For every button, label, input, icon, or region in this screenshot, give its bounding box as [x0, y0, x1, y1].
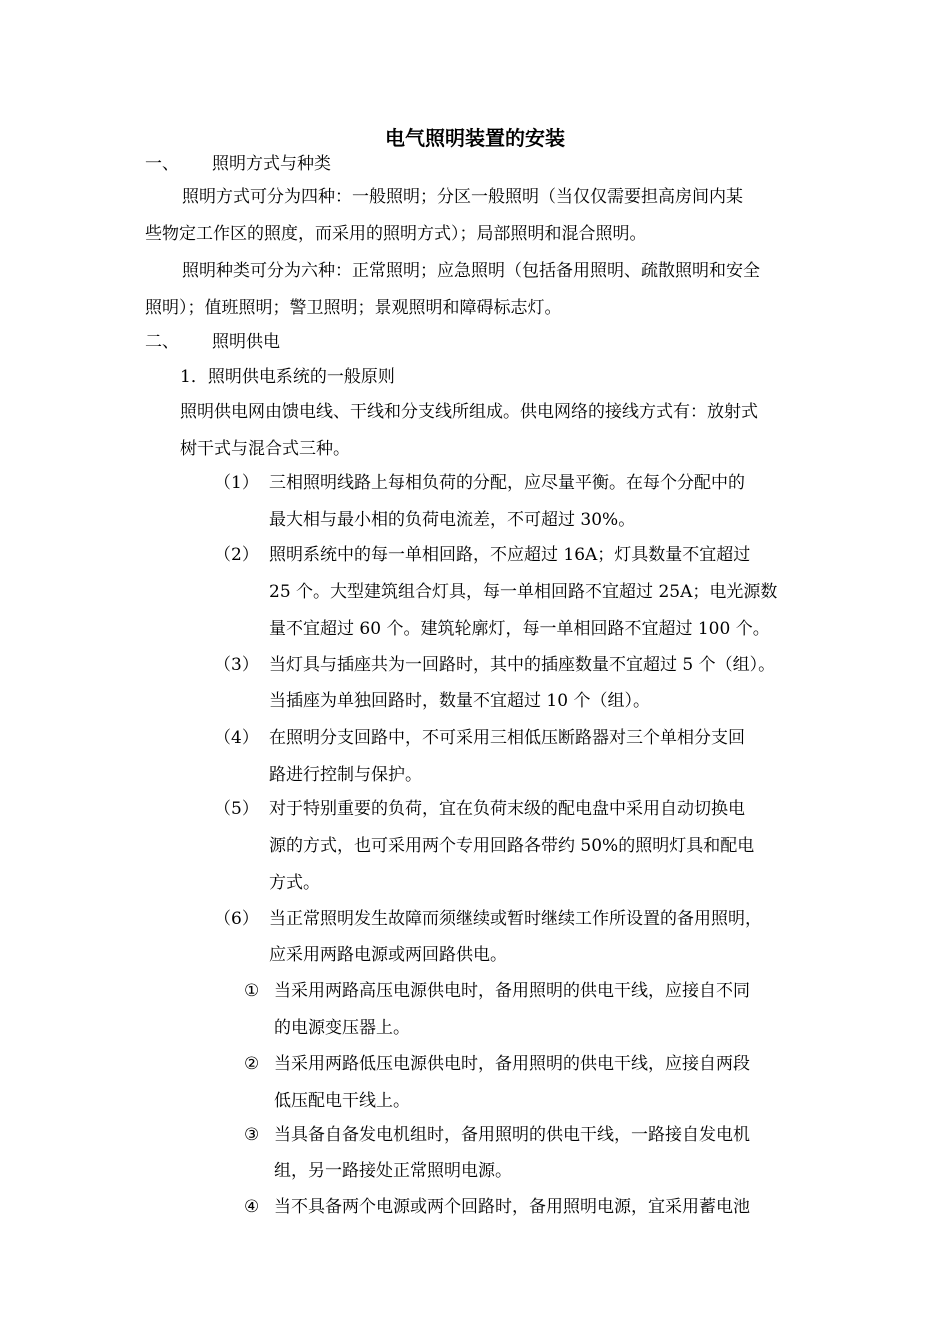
list-item-number: （1） — [214, 473, 259, 493]
list-item-line: 当正常照明发生故障而须继续或暂时继续工作所设置的备用照明， — [269, 909, 762, 929]
paragraph-lighting-methods-line-1: 照明方式可分为四种：一般照明；分区一般照明（当仅仅需要担高房间内某 — [182, 187, 743, 207]
sub-list-item-number: ④ — [244, 1197, 260, 1217]
section-1-heading: 照明方式与种类 — [212, 154, 331, 174]
paragraph-lighting-types-line-1: 照明种类可分为六种：正常照明；应急照明（包括备用照明、疏散照明和安全 — [182, 261, 760, 281]
paragraph-network-line-1: 照明供电网由馈电线、干线和分支线所组成。供电网络的接线方式有：放射式 — [180, 402, 758, 422]
section-2-heading: 照明供电 — [212, 332, 280, 352]
list-item-number: （2） — [214, 545, 259, 565]
subsection-1-heading: 1．照明供电系统的一般原则 — [180, 367, 395, 387]
paragraph-network-line-2: 树干式与混合式三种。 — [180, 439, 350, 459]
sub-list-item-line: 当具备自备发电机组时，备用照明的供电干线，一路接自发电机 — [274, 1125, 750, 1145]
list-item-line: 照明系统中的每一单相回路，不应超过 16A；灯具数量不宜超过 — [269, 545, 751, 565]
list-item-number: （5） — [214, 799, 259, 819]
list-item-number: （4） — [214, 728, 259, 748]
list-item-number: （3） — [214, 655, 259, 675]
sub-list-item-line: 低压配电干线上。 — [274, 1091, 410, 1111]
list-item-number: （6） — [214, 909, 259, 929]
list-item-line: 当插座为单独回路时，数量不宜超过 10 个（组）。 — [269, 691, 650, 711]
sub-list-item-line: 的电源变压器上。 — [274, 1018, 410, 1038]
sub-list-item-line: 组，另一路接处正常照明电源。 — [274, 1161, 512, 1181]
list-item-line: 对于特别重要的负荷，宜在负荷末级的配电盘中采用自动切换电 — [269, 799, 745, 819]
list-item-line: 25 个。大型建筑组合灯具，每一单相回路不宜超过 25A；电光源数 — [269, 582, 778, 602]
section-1-number: 一、 — [145, 154, 179, 174]
list-item-line: 应采用两路电源或两回路供电。 — [269, 945, 507, 965]
document-title: 电气照明装置的安装 — [385, 126, 565, 150]
paragraph-lighting-methods-line-2: 些物定工作区的照度，而采用的照明方式）；局部照明和混合照明。 — [145, 224, 647, 244]
sub-list-item-number: ③ — [244, 1125, 260, 1145]
paragraph-lighting-types-line-2: 照明）；值班照明；警卫照明；景观照明和障碍标志灯。 — [145, 298, 562, 318]
list-item-line: 最大相与最小相的负荷电流差，不可超过 30%。 — [269, 510, 636, 530]
list-item-line: 源的方式，也可采用两个专用回路各带约 50%的照明灯具和配电 — [269, 836, 755, 856]
list-item-line: 当灯具与插座共为一回路时，其中的插座数量不宜超过 5 个（组）。 — [269, 655, 776, 675]
list-item-line: 三相照明线路上每相负荷的分配，应尽量平衡。在每个分配中的 — [269, 473, 745, 493]
sub-list-item-line: 当采用两路低压电源供电时，备用照明的供电干线，应接自两段 — [274, 1054, 750, 1074]
sub-list-item-line: 当采用两路高压电源供电时，备用照明的供电干线，应接自不同 — [274, 981, 750, 1001]
list-item-line: 在照明分支回路中，不可采用三相低压断路器对三个单相分支回 — [269, 728, 745, 748]
sub-list-item-number: ② — [244, 1054, 260, 1074]
section-2-number: 二、 — [145, 332, 179, 352]
sub-list-item-number: ① — [244, 981, 260, 1001]
list-item-line: 量不宜超过 60 个。建筑轮廓灯，每一单相回路不宜超过 100 个。 — [269, 619, 770, 639]
sub-list-item-line: 当不具备两个电源或两个回路时，备用照明电源，宜采用蓄电池 — [274, 1197, 750, 1217]
list-item-line: 方式。 — [269, 873, 320, 893]
list-item-line: 路进行控制与保护。 — [269, 765, 422, 785]
